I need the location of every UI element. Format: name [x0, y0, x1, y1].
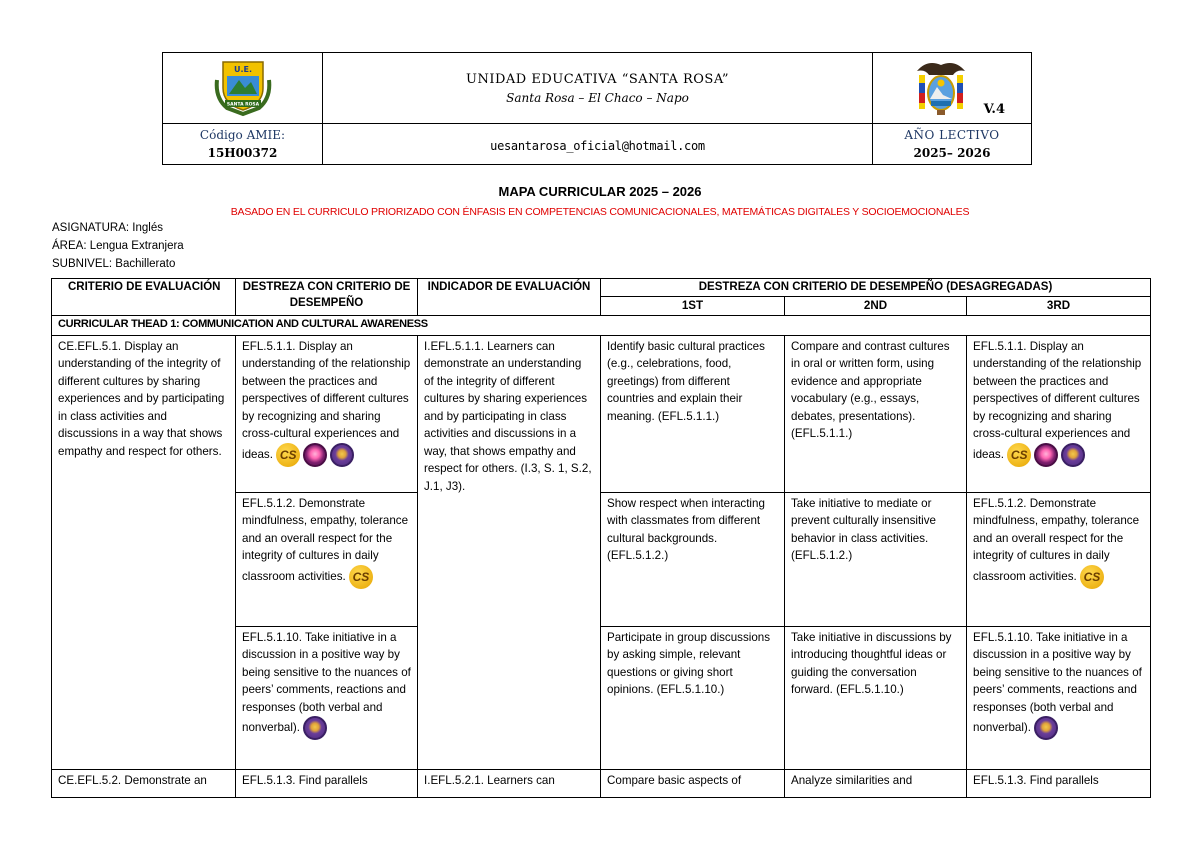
school-logo-cell [163, 53, 323, 124]
header-table [162, 52, 1032, 165]
email-cell [323, 124, 873, 165]
header-1st: 1ST [601, 297, 785, 316]
destreza-text: EFL.5.1.1. Display an understanding of the relationship between the practices and perspectives of different cultures by recognizing and sharing cross-cultural experiences and ideas. [242, 339, 411, 461]
school-logo [211, 54, 275, 118]
anio-value: 2025– 2026 [913, 146, 991, 160]
criterio-cell [52, 769, 236, 797]
first-cell [601, 335, 785, 492]
subnivel-line: SUBNIVEL: Bachillerato [52, 258, 176, 270]
destreza-cell [236, 769, 418, 797]
version-label: V.4 [983, 102, 1005, 117]
header-2nd: 2ND [785, 297, 967, 316]
curriculum-table [51, 278, 1151, 798]
first-text: Identify basic cultural practices (e.g., celebrations, food, greetings) from different countries and explain their meaning. (EFL.5.1.1.) [607, 339, 765, 423]
criterio-cell [52, 335, 236, 769]
document-title: MAPA CURRICULAR 2025 – 2026 [498, 184, 702, 199]
coat-of-arms-cell [873, 53, 1032, 124]
indicador-cell [418, 769, 601, 797]
anio-cell [873, 124, 1032, 165]
second-text: Analyze similarities and [791, 773, 913, 787]
third-text: EFL.5.1.2. Demonstrate mindfulness, empathy, tolerance and an overall respect for the integrity of cultures in daily classroom activities. [973, 496, 1140, 583]
header-3rd: 3RD [967, 297, 1151, 316]
indicador-text: I.EFL.5.1.1. Learners can demonstrate an understanding of the integrity of different cultures by sharing experiences and by participating in class activities and discussions in a way, that shows empathy and respect for others. (I.3, S. 1, S.2, J.1, J3). [424, 339, 592, 493]
first-text: Show respect when interacting with classmates from different cultural backgrounds.(EFL.5.1.2.) [607, 496, 765, 562]
asignatura-line: ASIGNATURA: Inglés [52, 222, 163, 234]
cs-badge-icon: CS [1007, 443, 1031, 467]
badge-group [349, 565, 373, 589]
destreza-text: EFL.5.1.2. Demonstrate mindfulness, empathy, tolerance and an overall respect for the integrity of cultures in daily classroom activities. [242, 496, 409, 583]
socioemotional-badge-icon [1061, 443, 1085, 467]
amie-cell [163, 124, 323, 165]
destreza-cell [236, 335, 418, 492]
indicador-text: I.EFL.5.2.1. Learners can [424, 773, 555, 787]
school-name: UNIDAD EDUCATIVA “SANTA ROSA” [466, 71, 729, 87]
header-desagregadas: DESTREZA CON CRITERIO DE DESEMPEÑO (DESAGREGADAS) [601, 279, 1151, 297]
digital-competence-badge-icon [303, 443, 327, 467]
logo-text-bottom: SANTA ROSA [226, 102, 259, 108]
third-text: EFL.5.1.1. Display an understanding of the relationship between the practices and perspectives of different cultures by recognizing and sharing cross-cultural experiences and ideas. [973, 339, 1142, 461]
second-text: Compare and contrast cultures in oral or written form, using evidence and appropriate vocabulary (e.g., essays, debates, presentations). (EFL.5.1.1.) [791, 339, 950, 440]
destreza-text: EFL.5.1.3. Find parallels [242, 773, 368, 787]
badge-group [276, 443, 354, 467]
header-destreza: DESTREZA CON CRITERIO DE DESEMPEÑO [236, 279, 418, 316]
socioemotional-badge-icon [330, 443, 354, 467]
destreza-text: EFL.5.1.10. Take initiative in a discussion in a positive way by being sensitive to the nuances of peers’ comments, reactions and responses (both verbal and nonverbal). [242, 630, 411, 735]
badge-group [303, 716, 327, 740]
amie-value: 15H00372 [207, 146, 278, 160]
school-location: Santa Rosa – El Chaco – Napo [506, 90, 689, 105]
anio-label: AÑO LECTIVO [904, 128, 1000, 142]
second-cell [785, 492, 967, 626]
badge-group [1007, 443, 1085, 467]
third-cell [967, 335, 1151, 492]
digital-competence-badge-icon [1034, 443, 1058, 467]
cs-badge-icon: CS [1080, 565, 1104, 589]
school-email: uesantarosa_oficial@hotmail.com [490, 138, 705, 153]
second-cell [785, 769, 967, 797]
header-indicador: INDICADOR DE EVALUACIÓN [418, 279, 601, 316]
cs-badge-icon: CS [349, 565, 373, 589]
second-text: Take initiative in discussions by introducing thoughtful ideas or guiding the conversation forward. (EFL.5.1.10.) [791, 630, 952, 696]
third-cell [967, 769, 1151, 797]
third-cell [967, 492, 1151, 626]
destreza-cell [236, 626, 418, 769]
socioemotional-badge-icon [303, 716, 327, 740]
header-criterio: CRITERIO DE EVALUACIÓN [52, 279, 236, 316]
first-text: Compare basic aspects of [607, 773, 742, 787]
table-row [52, 769, 1151, 797]
cs-badge-icon: CS [276, 443, 300, 467]
criterio-text: CE.EFL.5.2. Demonstrate an [58, 773, 207, 787]
indicador-cell [418, 335, 601, 769]
area-line: ÁREA: Lengua Extranjera [52, 240, 184, 252]
curricular-thread-row: CURRICULAR THEAD 1: COMMUNICATION AND CULTURAL AWARENESS [52, 315, 1151, 335]
second-cell [785, 626, 967, 769]
third-cell [967, 626, 1151, 769]
third-text: EFL.5.1.3. Find parallels [973, 773, 1099, 787]
third-text: EFL.5.1.10. Take initiative in a discussion in a positive way by being sensitive to the nuances of peers’ comments, reactions and responses (both verbal and nonverbal). [973, 630, 1142, 735]
destreza-cell [236, 492, 418, 626]
badge-group [1080, 565, 1104, 589]
table-row [52, 335, 1151, 492]
first-cell [601, 626, 785, 769]
first-cell [601, 492, 785, 626]
amie-label: Código AMIE: [199, 128, 286, 142]
badge-group [1034, 716, 1058, 740]
first-text: Participate in group discussions by asking simple, relevant questions or giving short opinions. (EFL.5.1.10.) [607, 630, 771, 696]
second-cell [785, 335, 967, 492]
logo-text-top: U.E. [233, 65, 252, 74]
document-subtitle: BASADO EN EL CURRICULO PRIORIZADO CON ÉNFASIS EN COMPETENCIAS COMUNICACIONALES, MATEMÁTICAS DIGITALES Y SOCIOEMOCIONALES [230, 206, 970, 218]
second-text: Take initiative to mediate or prevent culturally insensitive behavior in class activities. (EFL.5.1.2.) [791, 496, 936, 562]
socioemotional-badge-icon [1034, 716, 1058, 740]
criterio-text: CE.EFL.5.1. Display an understanding of the integrity of different cultures by sharing experiences and by participating in class activities and discussions in a way that shows empathy and respect for others. [58, 339, 225, 458]
ecuador-coat-of-arms-icon [913, 57, 969, 119]
school-info-cell [323, 53, 873, 124]
first-cell [601, 769, 785, 797]
